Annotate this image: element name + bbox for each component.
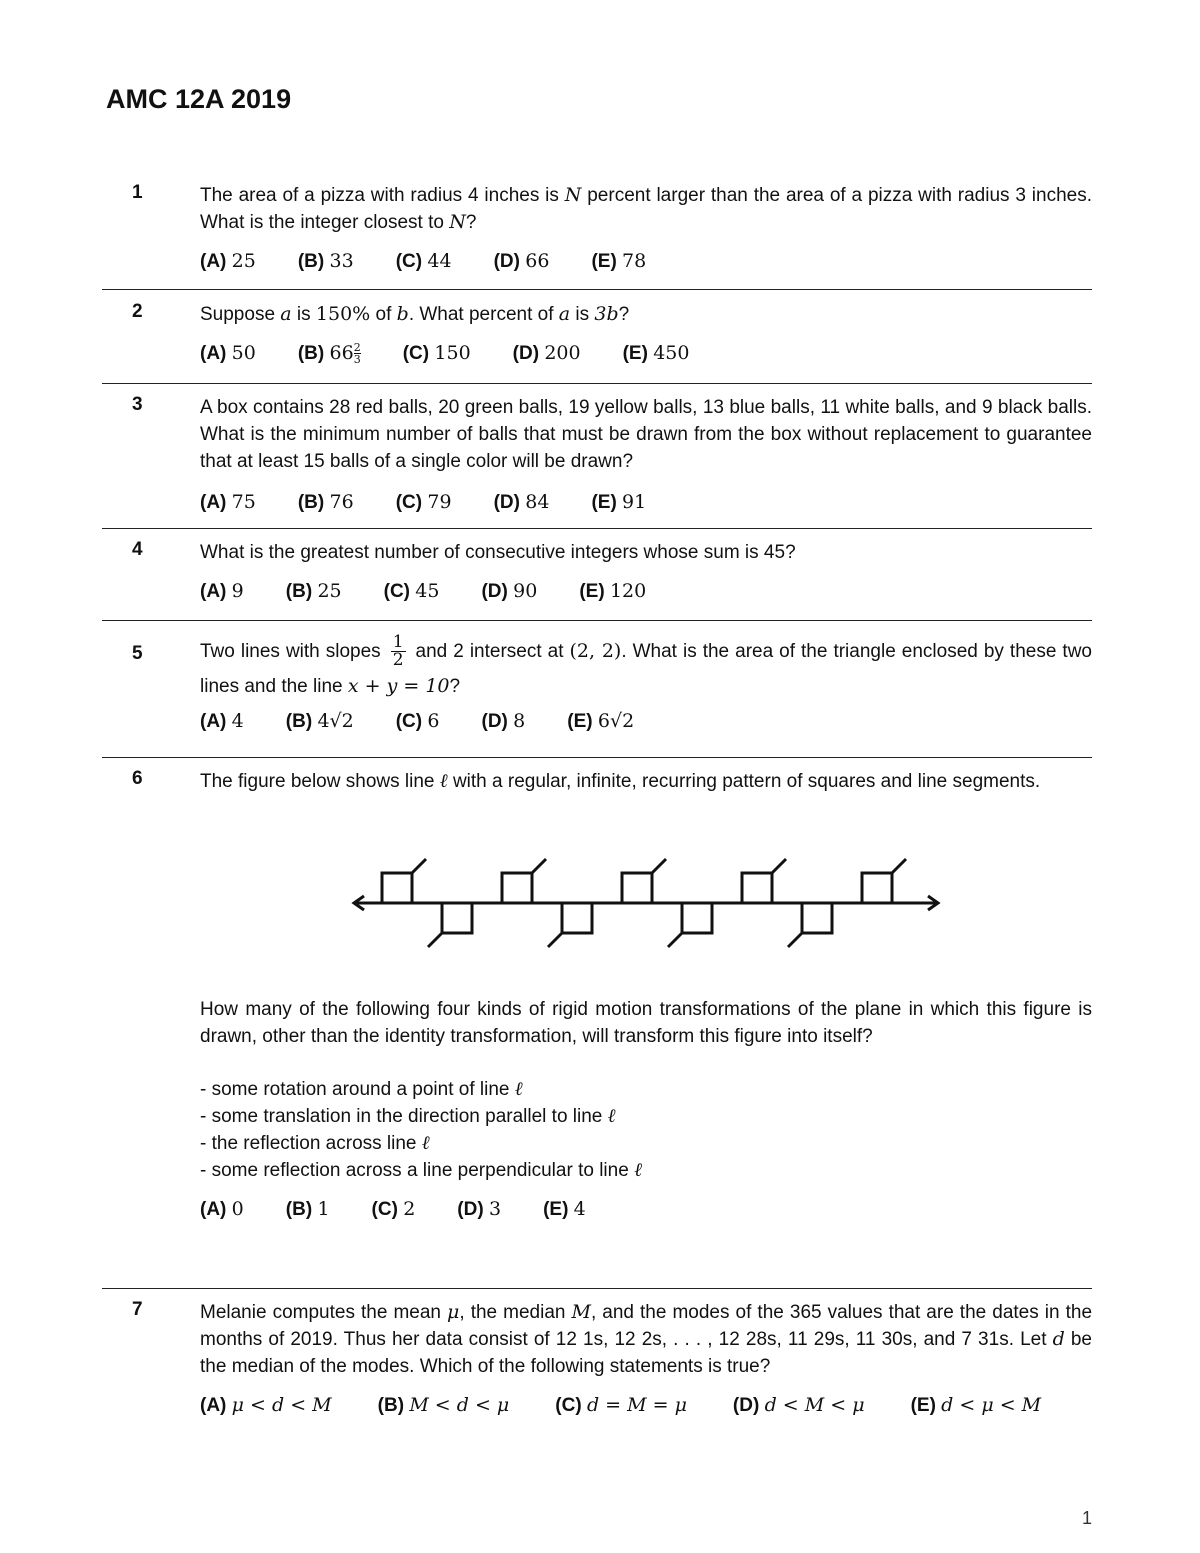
choice-a: (A) μ < d < M <box>200 1394 332 1416</box>
choice-e: (E) 91 <box>591 491 647 513</box>
choice-b: (B) 1 <box>285 1198 330 1220</box>
mixed-fraction: $\frac{2}{3}$ <box>353 341 361 367</box>
divider <box>102 757 1092 758</box>
choice-b: (B) 66 $\frac{2}{3}$ <box>297 341 361 367</box>
choice-c: (C) 2 <box>371 1198 416 1220</box>
problem-body <box>200 768 1092 795</box>
choice-d: (D) 66 <box>493 250 550 272</box>
divider <box>102 528 1092 529</box>
divider <box>102 383 1092 384</box>
choice-c: (C) d = M = μ <box>555 1394 687 1416</box>
problem-text: The figure below shows line ℓ with a regular, infinite, recurring pattern of squares and line segments. <box>200 770 1041 792</box>
list-item: - some rotation around a point of line ℓ <box>200 1078 523 1100</box>
choice-c: (C) 150 <box>402 342 471 364</box>
problem-text: Melanie computes the mean μ, the median M, and the modes of the 365 values that are the dates in the months of 2019. Thus her data consist of 12 1s, 12 2s, . . . , 12 28s, 11 29s, 11 30s, and 7 31s. Let d be the median of the modes. Which of the following statements is true? <box>200 1301 1093 1377</box>
divider <box>102 289 1092 290</box>
problem-body <box>200 182 1092 275</box>
problem-body <box>200 634 1092 735</box>
choice-d: (D) d < M < μ <box>732 1394 865 1416</box>
problem-text: What is the greatest number of consecutive integers whose sum is 45? <box>200 542 796 563</box>
segment-above <box>652 859 666 873</box>
problem-body <box>200 1299 1092 1419</box>
choice-e: (E) 6√2 <box>567 710 635 733</box>
problem-number: 1 <box>132 182 143 203</box>
segment-above <box>532 859 546 873</box>
divider <box>102 620 1092 621</box>
choice-a: (A) 0 <box>200 1198 244 1220</box>
choice-c: (C) 44 <box>395 250 452 272</box>
problem-body <box>200 539 1092 605</box>
transformation-list <box>200 1076 1092 1184</box>
problem-number: 4 <box>132 539 143 560</box>
square-above <box>622 873 652 903</box>
problem-text: The area of a pizza with radius 4 inches is N percent larger than the area of a pizza with radius 3 inches. What is the integer closest to N? <box>200 184 1092 233</box>
list-item: - some translation in the direction parallel to line ℓ <box>200 1105 616 1127</box>
choice-c: (C) 6 <box>395 710 440 733</box>
problem-text: Suppose a is 150% of b. What percent of a is 3b? <box>200 303 630 325</box>
choice-b: (B) 25 <box>285 580 342 602</box>
square-above <box>862 873 892 903</box>
problem-text: Two lines with slopes $\frac{1}{2}$ and 2 intersect at (2, 2). What is the area of the triangle enclosed by these two lines and the line x + y = 10? <box>200 632 1092 698</box>
choice-e: (E) 120 <box>579 580 647 602</box>
segment-below <box>668 933 682 947</box>
problem-number: 2 <box>132 301 143 322</box>
choice-e: (E) 4 <box>543 1198 586 1220</box>
square-above <box>382 873 412 903</box>
choice-e: (E) 78 <box>591 250 647 272</box>
page-number: 1 <box>1081 1508 1092 1528</box>
square-below <box>682 903 712 933</box>
choice-d: (D) 200 <box>512 342 581 364</box>
answer-choices <box>200 489 1092 516</box>
answer-choices <box>200 578 1092 605</box>
answer-choices <box>200 340 1092 367</box>
square-below <box>442 903 472 933</box>
answer-choices <box>200 1196 1092 1223</box>
choice-b: (B) 76 <box>297 491 354 513</box>
problem-number: 7 <box>132 1299 143 1320</box>
line-pattern-figure <box>350 855 950 950</box>
problem-body <box>200 394 1092 516</box>
problem-number: 3 <box>132 394 143 415</box>
problem-question: How many of the following four kinds of rigid motion transformations of the plane in which this figure is drawn, other than the identity transformation, will transform this figure into itself? <box>200 999 1092 1047</box>
choice-e: (E) 450 <box>622 342 690 364</box>
choice-e: (E) d < μ < M <box>910 1394 1042 1416</box>
choice-d: (D) 3 <box>457 1198 502 1220</box>
choice-a: (A) 50 <box>200 342 256 364</box>
choice-a: (A) 4 <box>200 710 244 733</box>
problem-body <box>200 996 1092 1223</box>
square-below <box>802 903 832 933</box>
choice-d: (D) 8 <box>481 710 526 733</box>
answer-choices <box>200 708 1092 735</box>
choice-b: (B) 4√2 <box>285 710 354 733</box>
segment-below <box>428 933 442 947</box>
list-item: - some reflection across a line perpendicular to line ℓ <box>200 1159 642 1181</box>
problem-number: 5 <box>132 643 143 664</box>
choice-a: (A) 75 <box>200 491 256 513</box>
choice-c: (C) 79 <box>395 491 452 513</box>
choice-a: (A) 9 <box>200 580 244 602</box>
problem-body <box>200 301 1092 367</box>
choice-a: (A) 25 <box>200 250 256 272</box>
answer-choices <box>200 1392 1092 1419</box>
answer-choices <box>200 248 1092 275</box>
square-below <box>562 903 592 933</box>
divider <box>102 1288 1092 1289</box>
segment-below <box>548 933 562 947</box>
problem-text: A box contains 28 red balls, 20 green balls, 19 yellow balls, 13 blue balls, 11 white balls, and 9 black balls. What is the minimum number of balls that must be drawn from the box without replacement to guarantee that at least 15 balls of a single color will be drawn? <box>200 397 1092 472</box>
problem-number: 6 <box>132 768 143 789</box>
segment-above <box>892 859 906 873</box>
choice-c: (C) 45 <box>383 580 440 602</box>
page-title: AMC 12A 2019 <box>106 84 292 114</box>
square-above <box>742 873 772 903</box>
choice-b: (B) M < d < μ <box>377 1394 510 1416</box>
segment-above <box>772 859 786 873</box>
choice-b: (B) 33 <box>297 250 354 272</box>
segment-below <box>788 933 802 947</box>
segment-above <box>412 859 426 873</box>
fraction: $\frac{1}{2}$ <box>392 632 404 671</box>
choice-d: (D) 90 <box>481 580 538 602</box>
choice-d: (D) 84 <box>493 491 550 513</box>
square-above <box>502 873 532 903</box>
list-item: - the reflection across line ℓ <box>200 1132 430 1154</box>
